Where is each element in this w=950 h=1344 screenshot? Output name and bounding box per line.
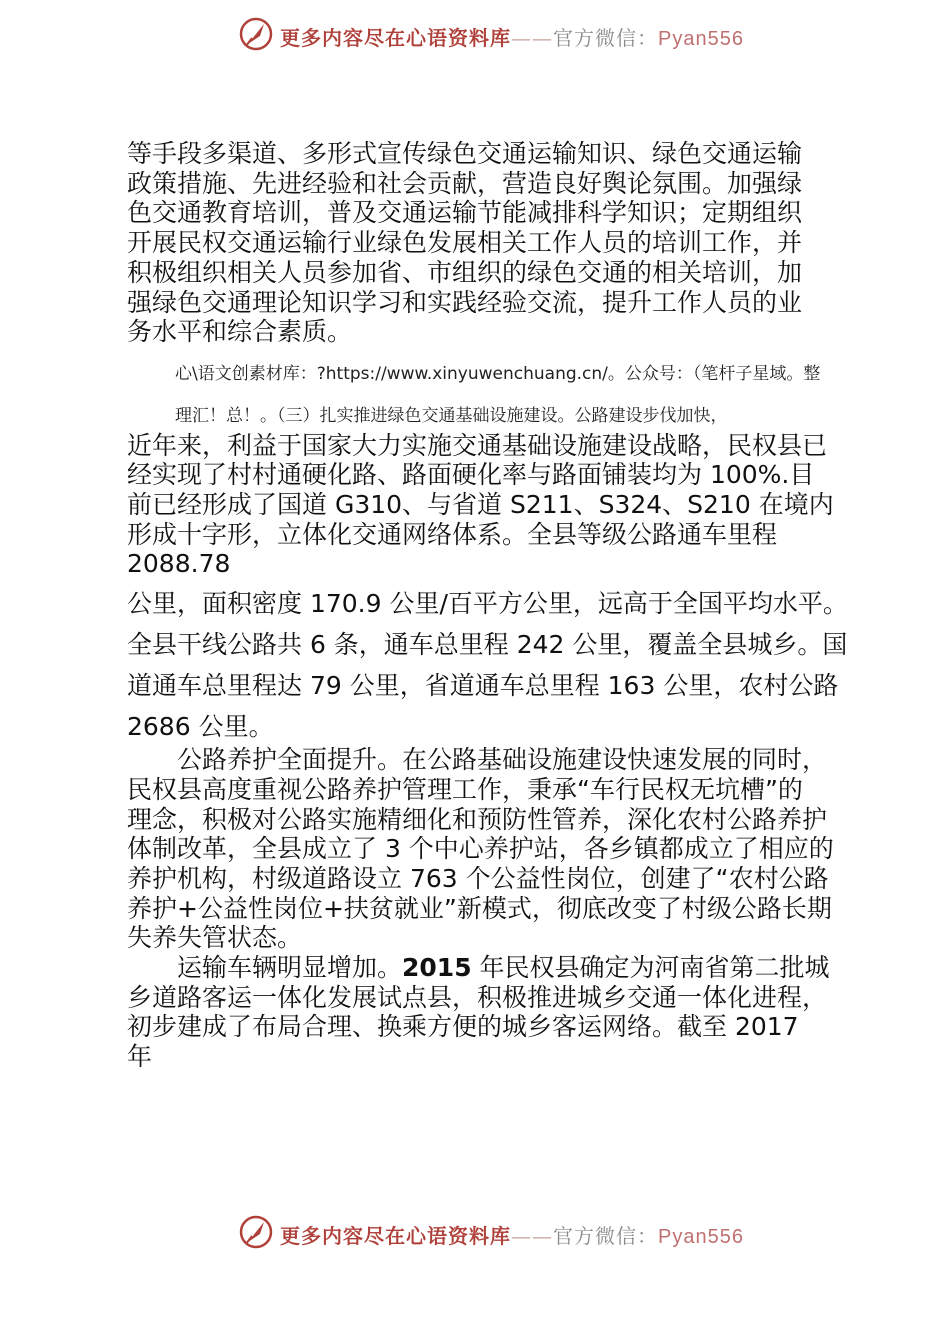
text-line: 乡道路客运一体化发展试点县，积极推进城乡交通一体化进程， — [127, 983, 828, 1012]
para5-lead: 运输车辆明显增加。 — [177, 953, 403, 982]
text-line: 前已经形成了国道 G310、与省道 S211、S324、S210 在境内 — [127, 490, 834, 519]
watermark-wechat-label: 官方微信： — [553, 1224, 658, 1248]
watermark-text — [280, 1220, 744, 1249]
watermark-wechat-id: Pyan556 — [658, 28, 744, 50]
text-line: 2088.78 — [127, 549, 231, 578]
text-line: 经实现了村村通硬化路、路面硬化率与路面铺装均为 100%.目 — [127, 460, 815, 489]
watermark-brand: 更多内容尽在心语资料库 — [280, 26, 511, 50]
text-line: 近年来，利益于国家大力实施交通基础设施建设战略，民权县已 — [127, 431, 828, 460]
watermark-text — [280, 22, 744, 51]
text-line: 理念，积极对公路实施精细化和预防性管养，深化农村公路养护 — [127, 805, 828, 834]
para5-year: 2015 — [402, 953, 472, 982]
source-note-line-1: 心\语文创素材库：?https://www.xinyuwenchuang.cn/。公众号：（笔杆子星域。整 — [175, 364, 821, 384]
text-line: 2686 公里。 — [127, 712, 274, 741]
text-line: 全县干线公路共 6 条，通车总里程 242 公里，覆盖全县城乡。国 — [127, 630, 848, 659]
text-line: 初步建成了布局合理、换乘方便的城乡客运网络。截至 2017 — [127, 1012, 799, 1041]
text-line: 民权县高度重视公路养护管理工作，秉承“车行民权无坑槽”的 — [127, 775, 803, 804]
text-line: 形成十字形，立体化交通网络体系。全县等级公路通车里程 — [127, 520, 778, 549]
watermark-wechat-label: 官方微信： — [553, 26, 658, 50]
text-line: 养护+公益性岗位+扶贫就业”新模式，彻底改变了村级公路长期 — [127, 894, 832, 923]
text-line: 积极组织相关人员参加省、市组织的绿色交通的相关培训，加 — [127, 258, 803, 287]
para5-rest: 年民权县确定为河南省第二批城 — [471, 953, 830, 982]
text-line: 公路养护全面提升。在公路基础设施建设快速发展的同时， — [177, 745, 828, 774]
watermark-brand: 更多内容尽在心语资料库 — [280, 1224, 511, 1248]
text-line: 年 — [127, 1042, 153, 1071]
text-line: 开展民权交通运输行业绿色发展相关工作人员的培训工作，并 — [127, 228, 803, 257]
feather-pen-logo-icon — [238, 16, 274, 52]
text-line: 养护机构，村级道路设立 763 个公益性岗位，创建了“农村公路 — [127, 864, 829, 893]
footer-watermark — [0, 1212, 950, 1252]
text-line: 公里，面积密度 170.9 公里/百平方公里，远高于全国平均水平。 — [127, 589, 848, 618]
watermark-separator: —— — [511, 1224, 553, 1248]
text-line: 体制改革，全县成立了 3 个中心养护站，各乡镇都成立了相应的 — [127, 834, 834, 863]
text-line: 强绿色交通理论知识学习和实践经验交流，提升工作人员的业 — [127, 288, 803, 317]
text-line: 等手段多渠道、多形式宣传绿色交通运输知识、绿色交通运输 — [127, 139, 803, 168]
watermark-separator: —— — [511, 26, 553, 50]
text-line: 失养失管状态。 — [127, 923, 303, 952]
text-line: 政策措施、先进经验和社会贡献，营造良好舆论氛围。加强绿 — [127, 169, 803, 198]
text-line: 务水平和综合素质。 — [127, 317, 353, 346]
text-line: 道通车总里程达 79 公里，省道通车总里程 163 公里，农村公路 — [127, 671, 839, 700]
header-watermark — [0, 14, 950, 54]
text-line — [177, 953, 830, 983]
text-line: 色交通教育培训，普及交通运输节能减排科学知识；定期组织 — [127, 198, 803, 227]
watermark-wechat-id: Pyan556 — [658, 1226, 744, 1248]
source-note-line-2: 理汇！总！。（三）扎实推进绿色交通基础设施建设。公路建设步伐加快， — [175, 406, 728, 426]
feather-pen-logo-icon — [238, 1214, 274, 1250]
